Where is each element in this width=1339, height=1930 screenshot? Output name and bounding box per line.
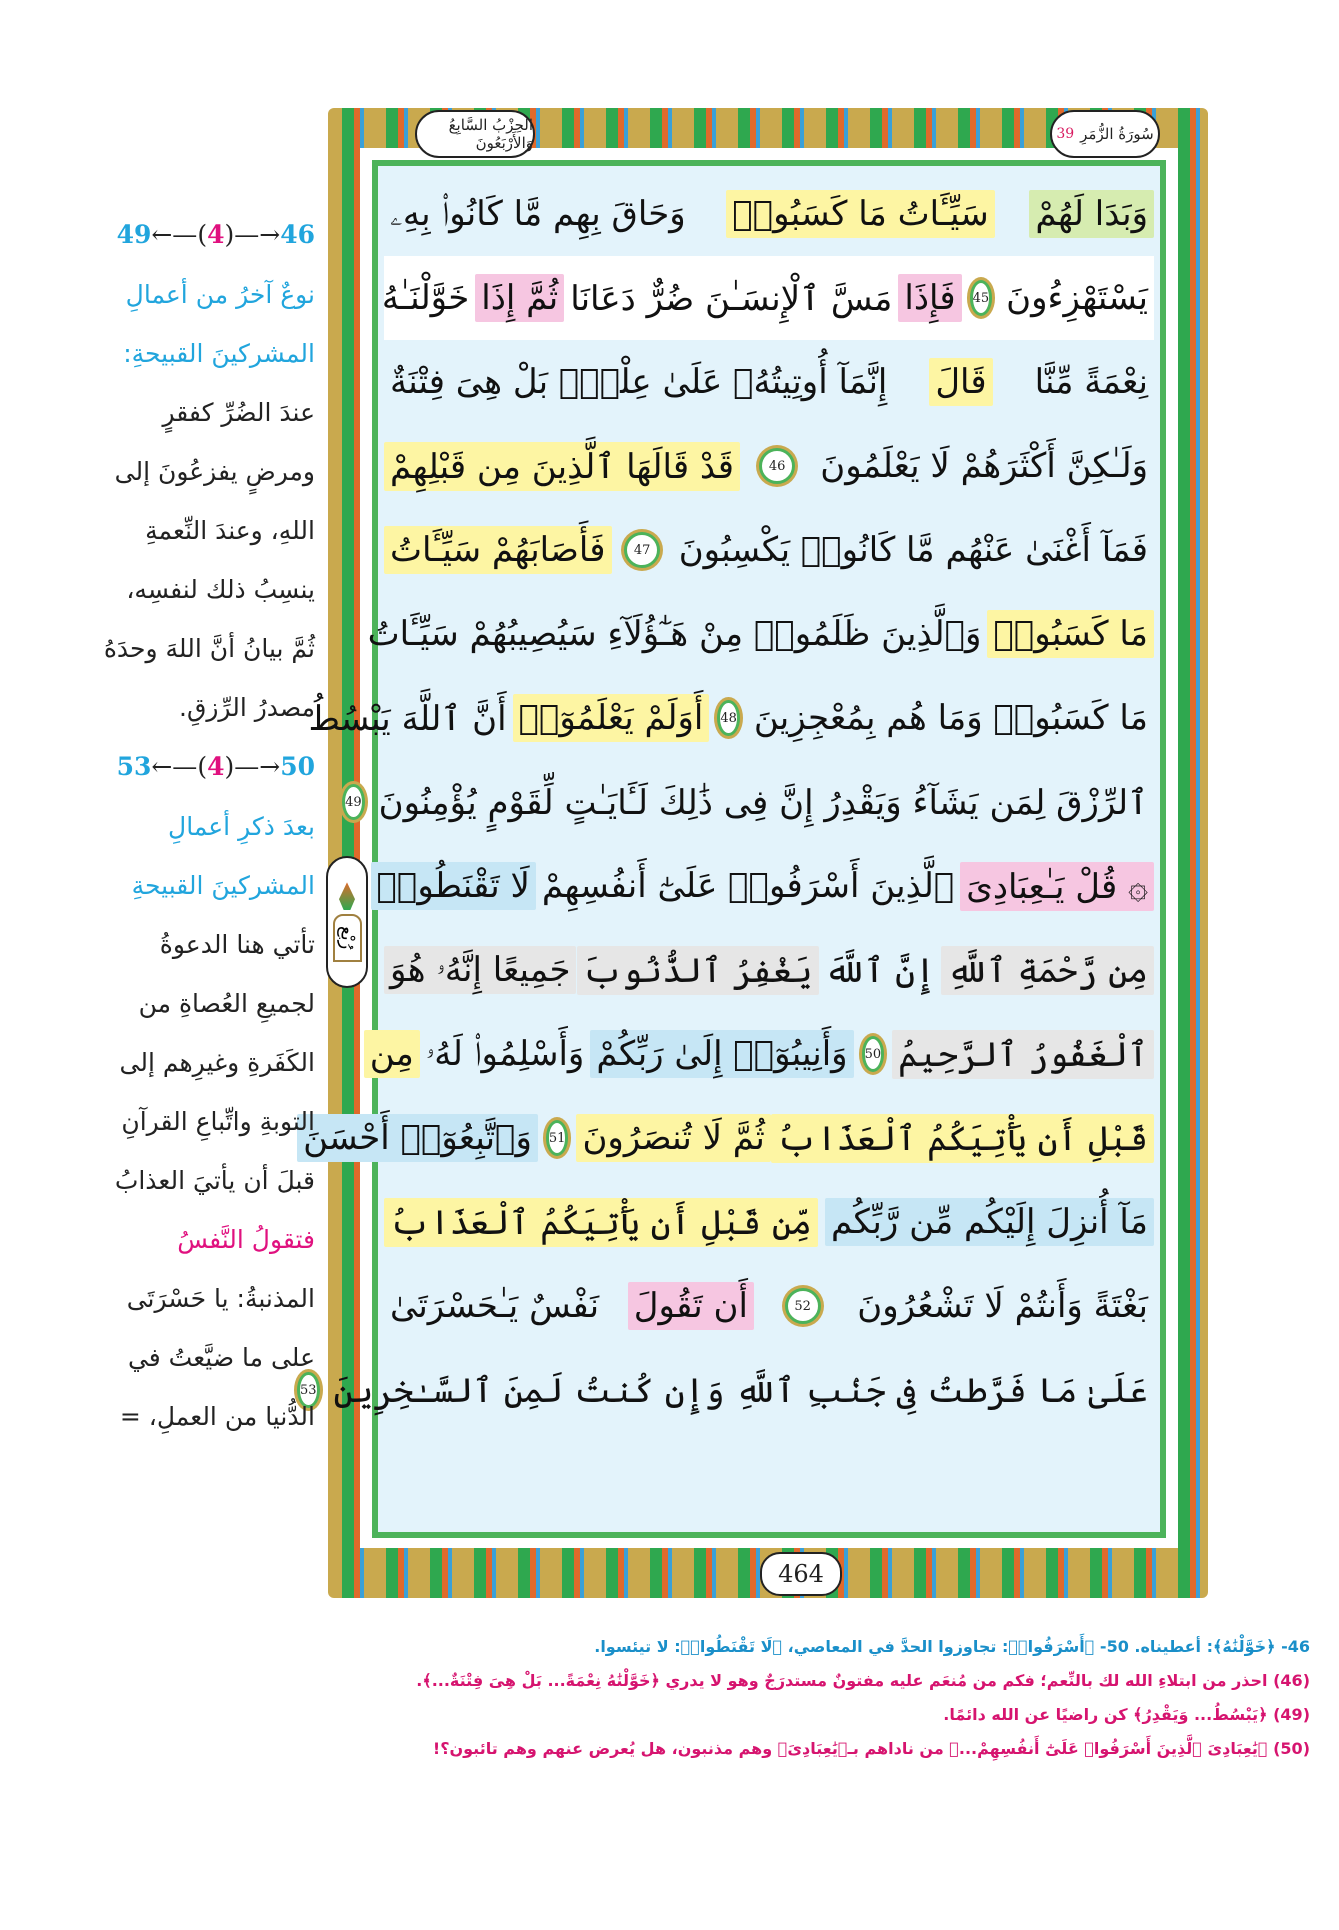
highlighted-phrase: وَٱتَّبِعُوٓا۟ أَحْسَنَ [297,1114,538,1162]
sidebar-note-line: ومرضٍ يفزعُونَ إلى [114,457,315,486]
sidebar-note-line: اللهِ، وعندَ النِّعمةِ [145,516,315,545]
footnotes [250,1630,1310,1766]
verse-text: عَلَىٰ مَا فَرَّطتُ فِى جَنۢبِ ٱللَّهِ وَإِن كُنتُ لَمِنَ ٱلسَّـٰخِرِينَ [333,1370,1148,1411]
verse-range-header [70,205,315,265]
surah-label [1050,110,1160,158]
ayah-number-marker: 49 [342,784,365,820]
verse-text: وَأَسْلِمُوا۟ لَهُۥ [425,1034,585,1074]
verse-text: وَلَـٰكِنَّ أَكْثَرَهُمْ لَا يَعْلَمُونَ [820,446,1148,486]
highlighted-phrase: لَا تَقْنَطُوا۟ [371,862,536,910]
highlighted-phrase: ثُمَّ إِذَا [475,274,564,322]
verse-line [384,1264,1154,1348]
paren-open: ( [197,752,208,781]
verse-line [384,928,1154,1012]
footnote-line: 46- ﴿خَوَّلْنَٰهُ﴾: أعطيناه. 50- ﴿أَسْرَفُوا۟﴾: تجاوزوا الحدَّ في المعاصي، ﴿لَا تَقْنَطُوا۟﴾: لا تيئسوا. [594,1637,1310,1656]
verse-text: إِنَّمَآ أُوتِيتُهُۥ عَلَىٰ عِلْمٍۭ بَلْ هِىَ فِتْنَةٌ [390,362,888,402]
highlighted-phrase: مِن رَّحْمَةِ ٱللَّهِ [941,946,1154,995]
verse-range-header [70,737,315,797]
highlighted-phrase: ثُمَّ لَا تُنصَرُونَ [576,1114,770,1162]
verse-line [345,760,1154,844]
surah-name: سُورَةُ الزُّمَرِ [1080,125,1154,143]
verse-text: فَمَآ أَغْنَىٰ عَنْهُم مَّا كَانُوا۟ يَكْسِبُونَ [678,530,1148,570]
verse-text: أَنَّ ٱللَّهَ يَبْسُطُ [308,698,507,739]
verse-line [303,1096,1154,1180]
verse-text: مَا كَسَبُوا۟ وَمَا هُم بِمُعْجِزِينَ [753,698,1148,738]
sidebar-note-line: التوبةِ واتِّباعِ القرآنِ [121,1107,315,1136]
highlighted-phrase: قَالَ [929,358,992,406]
sidebar-note-line: المشركينَ القبيحةِ [131,871,315,900]
hizb-text: الحِزْبُ السَّابِعُ وَالأَرْبَعُونَ [448,116,533,152]
verse-text: نَفْسٌ يَـٰحَسْرَتَىٰ [390,1286,600,1326]
verse-text: خَوَّلْنَـٰهُ [381,278,470,318]
highlighted-phrase: مَا كَسَبُوا۟ [987,610,1154,658]
footnote-line: (46) احذر من ابتلاءِ الله لك بالنِّعم؛ فكم من مُنعَم عليه مفتونٌ مستدرَجٌ وهو لا يدري ﴿خَوَّلْنَٰهُ نِعْمَةً... بَلْ هِىَ فِتْنَةٌ...﴾. [416,1671,1310,1690]
verse-text: إِنَّ ٱللَّهَ [824,950,935,991]
range-count: 4 [207,752,225,781]
verse-line [308,676,1154,760]
arrow-right-icon: —→ [234,220,281,249]
sidebar-note-line: المشركينَ القبيحةِ: [123,339,315,368]
rub-marker [326,856,368,988]
highlighted-phrase: مِّن قَبْلِ أَن يَأْتِيَكُمُ ٱلْعَذَابُ [384,1198,818,1247]
sidebar-note-line: المذنبةُ: يا حَسْرَتَى [126,1284,315,1313]
verse-text: يَسْتَهْزِءُونَ [1006,278,1148,318]
ayah-number-marker: 53 [297,1372,320,1408]
page-number: 464 [760,1552,842,1596]
verse-text: وَحَاقَ بِهِم مَّا كَانُوا۟ بِهِۦ [390,194,686,234]
ayah-number-marker: 46 [759,448,795,484]
verse-line [299,1348,1154,1432]
footnote-line: (49) ﴿يَبْسُطُ... وَيَقْدِرُ﴾ كن راضيًا عن الله دائمًا. [943,1705,1310,1724]
verse-line [384,424,1154,508]
highlighted-phrase: سَيِّـَٔاتُ مَا كَسَبُوا۟ [726,190,994,238]
surah-number: 39 [1056,126,1075,142]
sidebar-note-line: تأتي هنا الدعوةُ [159,930,315,959]
sidebar-note-line: عندَ الضُرِّ كفقرٍ [162,398,315,427]
verse-line [384,508,1154,592]
range-start: 46 [280,220,315,249]
paren-close: ) [224,220,235,249]
sidebar-note-line: فتقولُ النَّفسُ [177,1225,315,1254]
sidebar-note-line: الكَفَرةِ وغيرِهم إلى [119,1048,315,1077]
sidebar-note-line: ينسِبُ ذلك لنفسِه، [126,575,315,604]
highlighted-phrase: وَأَنِيبُوٓا۟ إِلَىٰ رَبِّكُمْ [590,1030,853,1078]
highlighted-phrase: قَبْلِ أَن يَأْتِيَكُمُ ٱلْعَذَابُ [771,1114,1154,1163]
hizb-label [415,110,535,158]
verse-line [384,1180,1154,1264]
verse-line [367,592,1154,676]
verse-line [381,256,1154,340]
sidebar-note-line: الدُّنيا من العملِ، = [119,1402,315,1431]
sidebar-note-line: بعدَ ذكرِ أعمالِ [168,812,315,841]
highlighted-phrase: يَغْفِرُ ٱلذُّنُوبَ [577,946,819,995]
highlighted-phrase: ٱلْغَفُورُ ٱلرَّحِيمُ [892,1030,1154,1079]
rub-ornament-icon [339,882,355,910]
highlighted-phrase: ۞ قُلْ يَـٰعِبَادِىَ [960,862,1154,911]
ayah-number-marker: 50 [862,1036,885,1072]
highlighted-phrase: جَمِيعًا إِنَّهُۥ هُوَ [384,946,576,994]
ayah-number-marker: 48 [717,700,740,736]
highlighted-phrase: مَآ أُنزِلَ إِلَيْكُم مِّن رَّبِّكُم [825,1198,1154,1246]
ayah-number-marker: 51 [546,1120,569,1156]
paren-close: ) [224,752,235,781]
verse-line [376,844,1154,928]
highlighted-phrase: قَدْ قَالَهَا ٱلَّذِينَ مِن قَبْلِهِمْ [384,442,740,491]
sidebar-note-line: على ما ضيَّعتُ في [127,1343,315,1372]
tafsir-sidebar [70,205,315,1446]
footnote-line: (50) ﴿يَٰعِبَادِىَ ٱلَّذِينَ أَسْرَفُوا۟ عَلَىٰٓ أَنفُسِهِمْ...﴾ من ناداهم بـ﴿يَٰعِبَادِىَ﴾ وهم مذنبون، هل يُعرض عنهم وهم تائبون؟! [432,1739,1310,1758]
rub-text: رُبْع [333,914,362,961]
highlighted-phrase: وَبَدَا لَهُمْ [1029,190,1154,238]
verse-text: بَغْتَةً وَأَنتُمْ لَا تَشْعُرُونَ [857,1286,1148,1326]
paren-open: ( [197,220,208,249]
verse-line [369,1012,1154,1096]
sidebar-note-line: ثُمَّ بيانُ أنَّ اللهَ وحدَهُ [103,634,315,663]
verse-text: ٱلرِّزْقَ لِمَن يَشَآءُ وَيَقْدِرُ إِنَّ فِى ذَٰلِكَ لَـَٔايَـٰتٍ لِّقَوْمٍ يُؤْمِنُونَ [378,782,1148,823]
arrow-left-icon: ←— [151,752,198,781]
range-end: 53 [116,752,152,781]
highlighted-phrase: فَإِذَا [898,274,961,322]
highlighted-phrase: فَأَصَابَهُمْ سَيِّـَٔاتُ [384,526,612,574]
highlighted-phrase: أَوَلَمْ يَعْلَمُوٓا۟ [513,694,710,742]
ayah-number-marker: 47 [624,532,660,568]
arrow-right-icon: —→ [234,752,281,781]
arrow-left-icon: ←— [151,220,198,249]
verse-line [384,172,1154,256]
sidebar-note-line: لجميعِ العُصاةِ من [138,989,315,1018]
sidebar-note-line: مصدرُ الرِّزقِ. [179,693,315,722]
verse-line [384,340,1154,424]
highlighted-phrase: مِن [364,1030,420,1078]
verse-text: وَٱلَّذِينَ ظَلَمُوا۟ مِنْ هَـٰٓؤُلَآءِ سَيُصِيبُهُمْ سَيِّـَٔاتُ [367,614,982,654]
verse-text: نِعْمَةً مِّنَّا [1034,362,1148,402]
ayah-number-marker: 52 [785,1288,821,1324]
verse-text: مَسَّ ٱلْإِنسَـٰنَ ضُرٌّ دَعَانَا [570,278,893,319]
range-start: 50 [280,752,315,781]
range-count: 4 [207,220,225,249]
range-end: 49 [116,220,152,249]
highlighted-phrase: أَن تَقُولَ [628,1282,754,1330]
sidebar-note-line: نوعٌ آخرُ من أعمالِ [125,280,315,309]
sidebar-note-line: قبلَ أن يأتيَ العذابُ [114,1166,315,1195]
ayah-number-marker: 45 [970,280,993,316]
verse-text: ٱلَّذِينَ أَسْرَفُوا۟ عَلَىٰٓ أَنفُسِهِمْ [541,866,955,906]
